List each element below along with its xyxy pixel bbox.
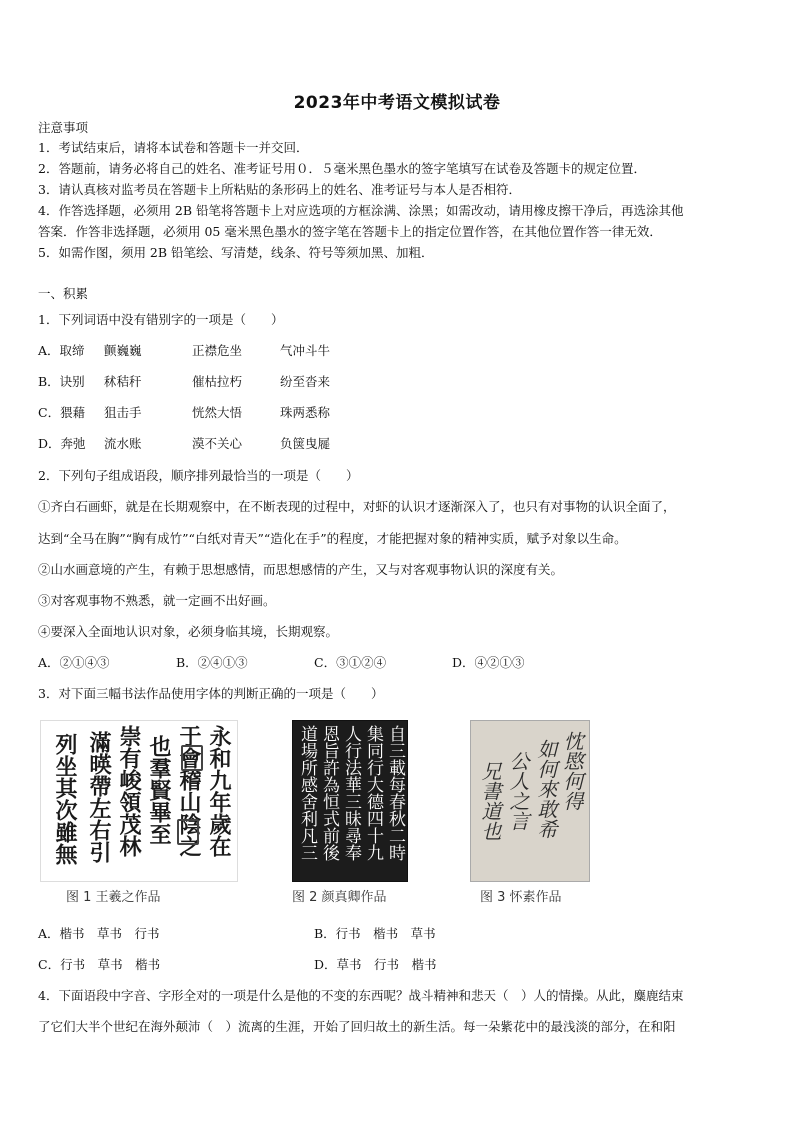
q2-sentence: ③对客观事物不熟悉，就一定画不出好画。	[38, 593, 276, 608]
option-word: 纷至沓来	[279, 374, 330, 389]
calligraphy-column: 集同行大德四十九	[363, 725, 383, 861]
option-word: 恍然大悟	[191, 405, 242, 420]
q2-option-a: A．②①④③	[38, 655, 110, 670]
section-heading: 一、积累	[38, 286, 89, 301]
calligraphy-column: 忱愍何得	[560, 731, 584, 811]
notice-heading: 注意事项	[38, 120, 89, 135]
option-word: 流水账	[103, 436, 142, 451]
figure-huai-su	[470, 720, 590, 882]
notice-item: 4．作答选择题，必须用 2B 铅笔将答题卡上对应选项的方框涂满、涂黑；如需改动，请用橡皮擦干净后，再选涂其他	[38, 203, 684, 218]
calligraphy-column: 列坐其次雖無	[52, 733, 78, 865]
page-title: 2023年中考语文模拟试卷	[293, 93, 501, 113]
q2-sentence: ①齐白石画虾，就是在长期观察中，在不断表现的过程中，对虾的认识才逐渐深入了，也只有对事物的认识全面了，	[38, 499, 676, 514]
q3-option-a: A．楷书 草书 行书	[38, 926, 160, 941]
q3-option-d: D．草书 行书 楷书	[314, 957, 437, 972]
q2-sentence: ④要深入全面地认识对象，必须身临其境，长期观察。	[38, 624, 339, 639]
figure-yan-zhenqing	[292, 720, 408, 882]
calligraphy-column: 崇有峻領茂林	[116, 725, 142, 857]
calligraphy-column: 公人之言	[506, 751, 530, 831]
option-word: B．诀别	[38, 374, 85, 389]
q3-option-c: C．行书 草书 楷书	[38, 957, 161, 972]
calligraphy-column: 道場所感舍利凡三	[297, 725, 317, 861]
q2-sentence: 达到“全马在胸”“胸有成竹”“白纸对青天”“造化在手”的程度，才能把握对象的精神实质，赋予对象以生命。	[38, 531, 627, 546]
q2-stem: 2．下列句子组成语段，顺序排列最恰当的一项是（ ）	[38, 468, 359, 483]
figure-caption: 图 3 怀素作品	[480, 890, 562, 905]
q2-options	[38, 655, 590, 671]
q1-option-c	[38, 405, 330, 421]
option-word: 狙击手	[103, 405, 142, 420]
notice-item: 3．请认真核对监考员在答题卡上所粘贴的条形码上的姓名、准考证号与本人是否相符．	[38, 182, 521, 197]
calligraphy-column: 也羣賢畢至	[146, 735, 172, 845]
q3-option-b: B．行书 楷书 草书	[314, 926, 436, 941]
option-word: 珠两悉称	[279, 405, 330, 420]
notice-item: 5．如需作图，须用 2B 铅笔绘、写清楚，线条、符号等须加黑、加粗．	[38, 245, 434, 260]
q4-paragraph: 4．下面语段中字音、字形全对的一项是什么是他的不变的东西呢？战斗精神和悲天（ ）人的情操。从此，麋鹿结束	[38, 988, 684, 1003]
option-word: 颤巍巍	[103, 343, 142, 358]
calligraphy-column: 自三載每春秋二時	[385, 725, 405, 861]
option-word: A．取缔	[38, 343, 85, 358]
figure-wang-xizhi	[40, 720, 238, 882]
option-word: C．猥藉	[38, 405, 86, 420]
seal-stamp	[181, 745, 203, 771]
calligraphy-column: 恩旨許為恒式前後	[319, 725, 339, 861]
figure-caption: 图 2 颜真卿作品	[292, 890, 387, 905]
calligraphy-column: 永和九年歲在	[206, 725, 232, 857]
option-word: 气冲斗牛	[279, 343, 330, 358]
option-word: 负箧曳屣	[279, 436, 330, 451]
notice-item: 2．答题前，请务必将自己的姓名、准考证号用０．５毫米黑色墨水的签字笔填写在试卷及答题卡的规定位置．	[38, 161, 646, 176]
notice-item: 答案．作答非选择题，必须用 05 毫米黑色墨水的签字笔在答题卡上的指定位置作答，在其他位置作答一律无效．	[38, 224, 662, 239]
notice-item: 1．考试结束后，请将本试卷和答题卡一并交回．	[38, 140, 309, 155]
seal-stamp	[177, 819, 199, 845]
q2-sentence: ②山水画意境的产生，有赖于思想感情，而思想感情的产生，又与对客观事物认识的深度有关。	[38, 562, 564, 577]
figure-caption: 图 1 王羲之作品	[66, 890, 161, 905]
option-word: 秫秸秆	[103, 374, 142, 389]
option-word: 漠不关心	[191, 436, 242, 451]
calligraphy-column: 于會稽山陰之	[176, 725, 202, 857]
q4-paragraph: 了它们大半个世纪在海外颠沛（ ）流离的生涯，开始了回归故土的新生活。每一朵紫花中的最浅淡的部分，在和阳	[38, 1019, 676, 1034]
calligraphy-column: 如何來敢希	[534, 739, 558, 839]
calligraphy-column: 滿暎帶左右引	[86, 731, 112, 863]
q1-option-a	[38, 343, 330, 359]
q2-option-c: C．③①②④	[314, 655, 387, 670]
q1-option-b	[38, 374, 330, 390]
q1-option-d	[38, 436, 330, 452]
q3-stem: 3．对下面三幅书法作品使用字体的判断正确的一项是（ ）	[38, 686, 384, 701]
calligraphy-column: 兄書道也	[478, 761, 502, 841]
q1-stem: 1．下列词语中没有错别字的一项是（ ）	[38, 312, 284, 327]
q2-option-d: D．④②①③	[452, 655, 525, 670]
q2-option-b: B．②④①③	[176, 655, 248, 670]
option-word: 正襟危坐	[191, 343, 242, 358]
option-word: D．奔弛	[38, 436, 86, 451]
option-word: 催枯拉朽	[191, 374, 242, 389]
calligraphy-column: 人行法華三昧尋奉	[341, 725, 361, 861]
